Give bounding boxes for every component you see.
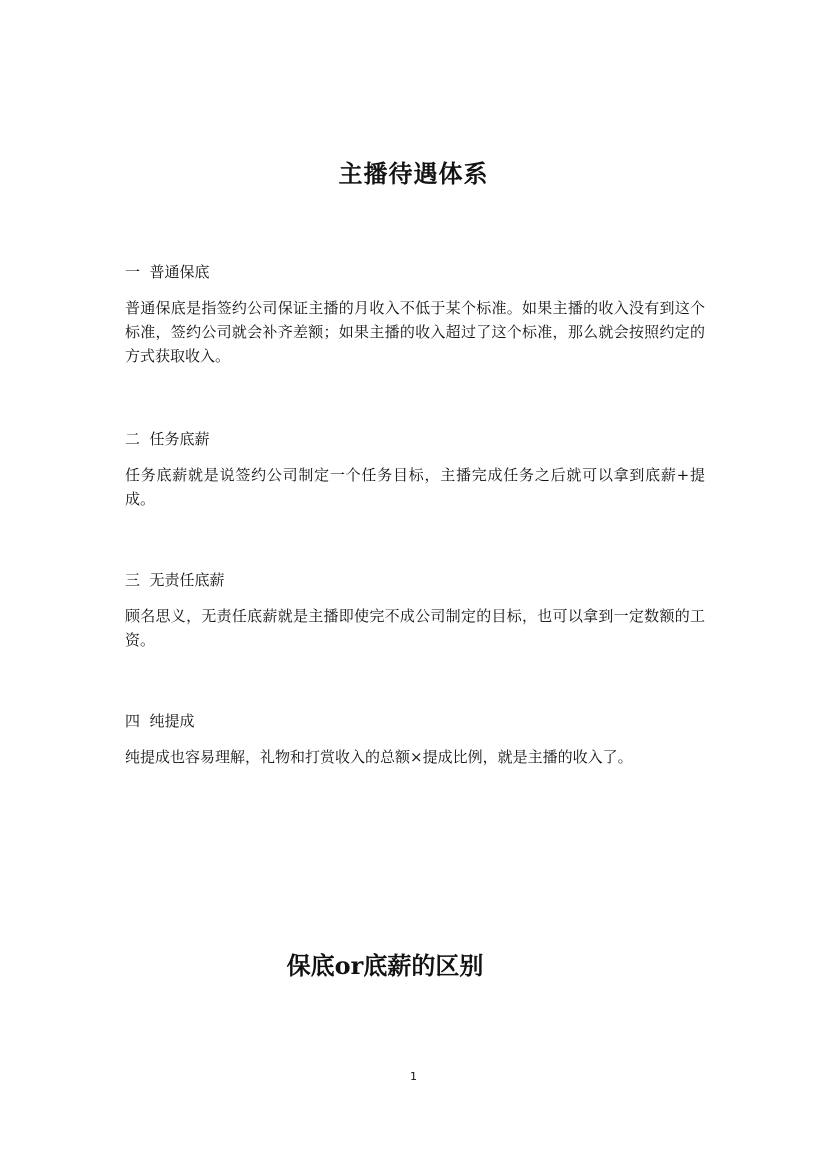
section-heading-1: 一 普通保底 xyxy=(125,263,210,281)
section-heading-2: 二 任务底薪 xyxy=(125,430,210,448)
section-body-3: 顾名思义，无责任底薪就是主播即使完不成公司制定的目标，也可以拿到一定数额的工资。 xyxy=(125,607,705,649)
page-number: 1 xyxy=(410,1070,417,1083)
second-title: 保底or底薪的区别 xyxy=(286,951,484,980)
section-heading-4: 四 纯提成 xyxy=(125,712,195,730)
section-body-2: 任务底薪就是说签约公司制定一个任务目标，主播完成任务之后就可以拿到底薪+提成。 xyxy=(125,466,705,508)
section-body-4: 纯提成也容易理解，礼物和打赏收入的总额×提成比例，就是主播的收入了。 xyxy=(125,748,633,766)
section-body-1: 普通保底是指签约公司保证主播的月收入不低于某个标准。如果主播的收入没有到这个标准，签约公司就会补齐差额；如果主播的收入超过了这个标准，那么就会按照约定的方式获取收入。 xyxy=(125,299,705,365)
section-heading-3: 三 无责任底薪 xyxy=(125,571,225,589)
document-title: 主播待遇体系 xyxy=(338,159,489,188)
